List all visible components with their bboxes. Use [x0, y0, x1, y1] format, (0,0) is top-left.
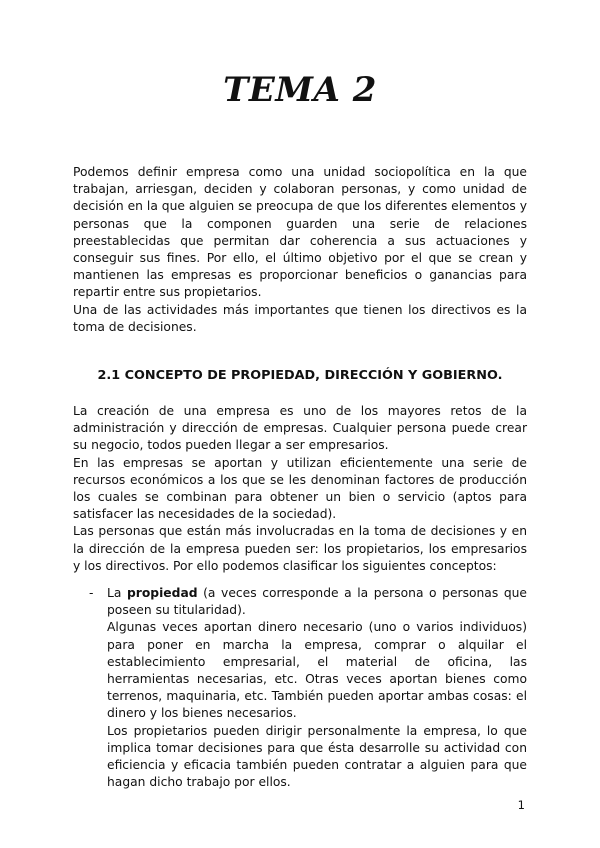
section-paragraph-2: En las empresas se aportan y utilizan eficientemente una serie de recursos económicos a los que se les denominan factores de producción los cuales se combinan para obtener un bien o servicio (aptos para satisfacer las necesidades de la sociedad).: [73, 455, 527, 522]
list-item-intro: [107, 585, 527, 619]
intro-block: [73, 164, 527, 336]
intro-paragraph-1: Podemos definir empresa como una unidad sociopolítica en la que trabajan, arriesgan, deciden y colaboran personas, y como unidad de decisión en la que alguien se preocupa de que los diferentes elementos y personas que la componen guarden una serie de relaciones preestablecidas que permitan dar coherencia a sus actuaciones y conseguir sus fines. Por ello, el último objetivo por el que se crean y mantienen las empresas es proporcionar beneficios o ganancias para repartir entre sus propietarios.: [73, 165, 527, 300]
list-item-term: propiedad: [126, 586, 198, 600]
section-paragraph-3: Las personas que están más involucradas en la toma de decisiones y en la dirección de la empresa pueden ser: los propietarios, los empresarios y los directivos. Por ello podemos clasificar los siguientes conceptos:: [73, 524, 527, 573]
page-number: 1: [517, 798, 525, 812]
intro-paragraph-2: Una de las actividades más importantes que tienen los directivos es la toma de decisiones.: [73, 302, 527, 334]
section-body: [73, 403, 527, 575]
list-item-suffix: (a veces corresponde a la persona o personas que poseen su titularidad).: [107, 586, 527, 618]
list-item: [73, 585, 527, 791]
list-item-paragraph-2: Algunas veces aportan dinero necesario (uno o varios individuos) para poner en marcha la empresa, comprar o alquilar el establecimiento empresarial, el material de oficina, las herramientas necesarias, etc. Otras veces aportan bienes como terrenos, maquinaria, etc. También pueden aportar ambas cosas: el dinero y los bienes necesarios.: [107, 620, 527, 721]
list-dash: -: [89, 586, 94, 600]
list-item-prefix: La: [107, 586, 127, 600]
section-heading: 2.1 CONCEPTO DE PROPIEDAD, DIRECCIÓN Y GOBIERNO.: [97, 368, 503, 383]
list-item-paragraph-3: Los propietarios pueden dirigir personalmente la empresa, lo que implica tomar decisiones para que ésta desarrolle su actividad con eficiencia y eficacia también pueden contratar a alguien para que hagan dicho trabajo por ellos.: [107, 723, 527, 790]
page-title: TEMA 2: [223, 70, 377, 110]
section-paragraph-1: La creación de una empresa es uno de los mayores retos de la administración y dirección de empresas. Cualquier persona puede crear su negocio, todos pueden llegar a ser empresarios.: [73, 404, 527, 453]
concept-list: [73, 585, 527, 791]
